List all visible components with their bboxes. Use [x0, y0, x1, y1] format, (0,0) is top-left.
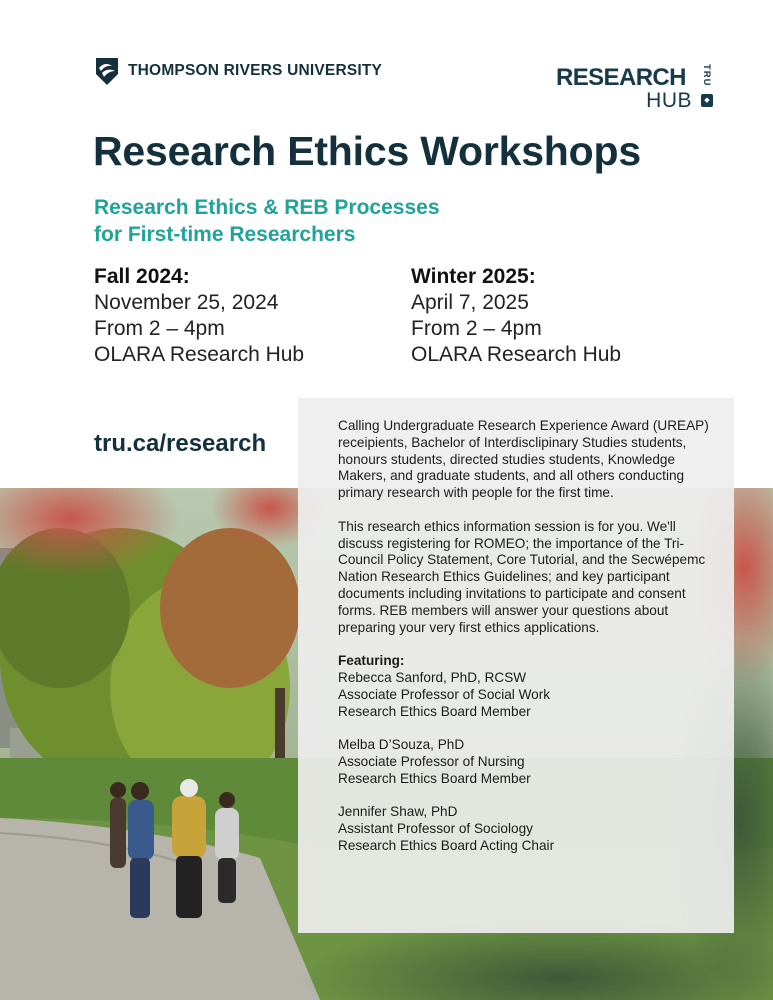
university-name: THOMPSON RIVERS UNIVERSITY: [128, 62, 383, 79]
presenter-title: Assistant Professor of Sociology: [338, 821, 533, 837]
session-location: OLARA Research Hub: [411, 343, 622, 366]
presenter-name: Melba D’Souza, PhD: [338, 737, 465, 753]
hub-logo-hub: HUB: [646, 89, 692, 112]
presenter-role: Research Ethics Board Acting Chair: [338, 837, 555, 853]
session-fall: [94, 264, 304, 368]
subtitle: [94, 194, 440, 248]
subtitle-line: Research Ethics & REB Processes: [94, 196, 440, 219]
intro-paragraph: Calling Undergraduate Research Experience Award (UREAP) receipients, Bachelor of Interdisclipinary Studies students, honours students, directed studies students, Knowledge Makers, and graduate students, and all others conducting primary research with people for the first time.: [338, 418, 709, 501]
session-date: April 7, 2025: [411, 291, 529, 314]
session-time: From 2 – 4pm: [411, 317, 542, 340]
presenter-3: [338, 804, 714, 854]
presenter-name: Jennifer Shaw, PhD: [338, 804, 458, 820]
presenter-role: Research Ethics Board Member: [338, 770, 531, 786]
presenter-1: [338, 653, 714, 720]
hub-logo-tru: TRU: [701, 64, 712, 87]
tru-mark-icon: ◆: [701, 94, 713, 107]
description-paragraph: This research ethics information session is for you. We'll discuss registering for ROMEO; the importance of the Tri-Council Policy Statement, Core Tutorial, and the Secwépemc Nation Research Ethics Guidelines; and key participant documents including invitations to participate and consent forms. REB members will answer your questions about preparing your very first ethics applications.: [338, 518, 706, 635]
presenter-title: Associate Professor of Social Work: [338, 686, 551, 702]
session-location: OLARA Research Hub: [94, 343, 305, 366]
session-term: Fall 2024:: [94, 265, 190, 288]
session-term: Winter 2025:: [411, 265, 536, 288]
presenter-2: [338, 737, 714, 787]
presenter-role: Research Ethics Board Member: [338, 703, 531, 719]
presenter-title: Associate Professor of Nursing: [338, 753, 525, 769]
tru-logo: [94, 56, 382, 86]
session-date: November 25, 2024: [94, 291, 279, 314]
session-winter: [411, 264, 621, 368]
session-time: From 2 – 4pm: [94, 317, 225, 340]
presenter-name: Rebecca Sanford, PhD, RCSW: [338, 669, 527, 685]
tru-emblem-icon: [94, 56, 120, 86]
featuring-heading: Featuring:: [338, 653, 405, 669]
subtitle-line: for First-time Researchers: [94, 223, 356, 246]
hub-logo-research: RESEARCH: [556, 64, 686, 91]
research-hub-logo: [556, 62, 716, 114]
page-title: Research Ethics Workshops: [93, 128, 641, 174]
info-panel: [298, 398, 734, 933]
website-url[interactable]: tru.ca/research: [94, 430, 267, 457]
